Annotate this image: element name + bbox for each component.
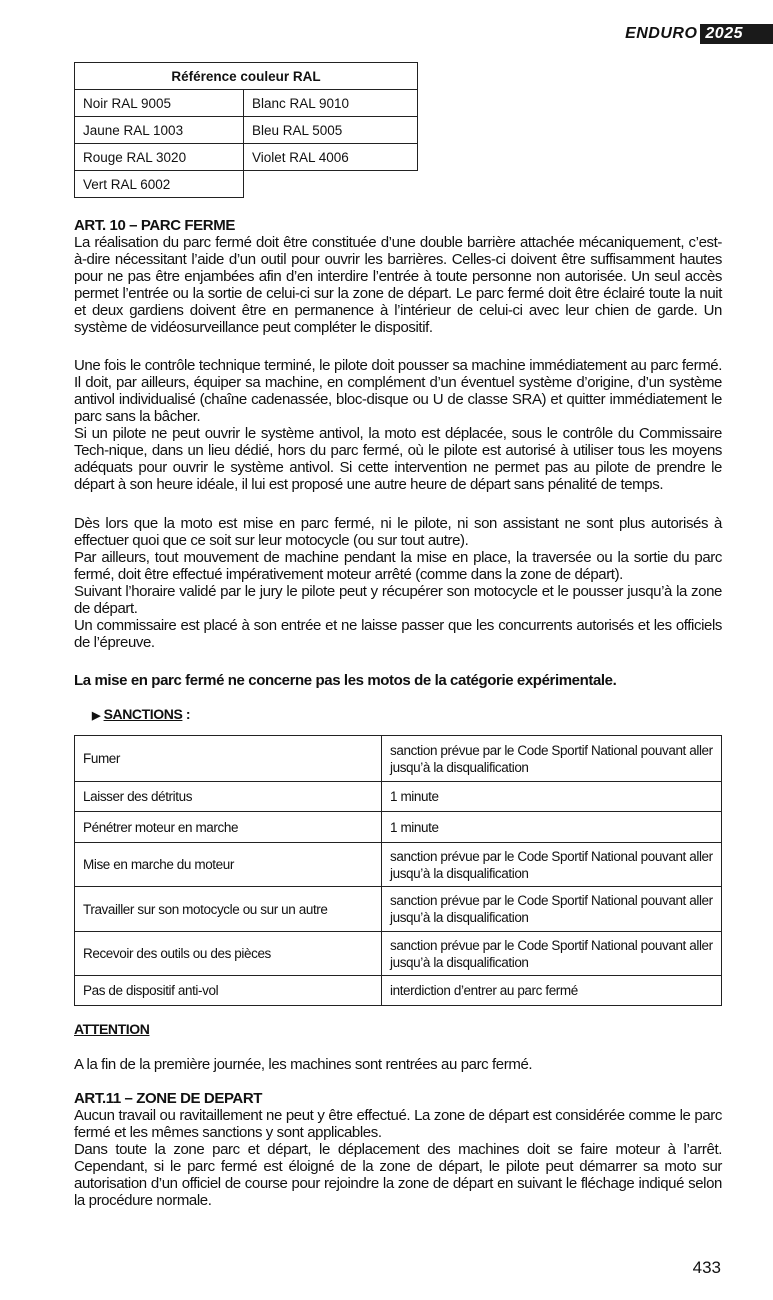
experimental-note: La mise en parc fermé ne concerne pas les motos de la catégorie expérimentale.: [74, 672, 617, 689]
art10-section-3: [74, 515, 722, 651]
brand-logo: [625, 24, 773, 44]
art11-heading: ART.11 – ZONE DE DEPART: [74, 1090, 263, 1107]
sanction-act: Pénétrer moteur en marche: [75, 812, 382, 843]
ral-cell: Blanc RAL 9010: [244, 90, 418, 117]
sanctions-label: SANCTIONS: [103, 706, 183, 722]
ral-cell: Vert RAL 6002: [75, 171, 244, 198]
art10-paragraph: Un commissaire est placé à son entrée et ne laisse passer que les concurrents autorisés et les officiels de l’épreuve.: [74, 617, 722, 651]
sanction-penalty: sanction prévue par le Code Sportif National pouvant aller jusqu’à la disqualification: [382, 736, 722, 782]
sanctions-colon: :: [182, 706, 191, 722]
art10-paragraph: Une fois le contrôle technique terminé, le pilote doit pousser sa machine immédiatement au parc fermé. Il doit, par ailleurs, équiper sa machine, en complément d’un éventuel système d’origine, d’un système antivol individualisé (chaîne cadenassée, bloc-disque ou U de classe SRA) et quitter immédiatement le parc sans la bâcher.: [74, 357, 722, 425]
sanction-act: Travailler sur son motocycle ou sur un autre: [75, 887, 382, 932]
attention-paragraph: A la fin de la première journée, les machines sont rentrées au parc fermé.: [74, 1056, 533, 1073]
art10-paragraph: La réalisation du parc fermé doit être constituée d’une double barrière attachée mécaniquement, c’est-à-dire nécessitant l’aide d’un outil pour ouvrir les barrières. Celles-ci doivent être suffisamment hautes pour ne pas être enjambées afin d’en interdire l’entrée à toute personne non autorisée. Un seul accès permet l’entrée ou la sortie de celui-ci sur la zone de départ. Le parc fermé doit être éclairé toute la nuit et deux gardiens doivent être en permanence à l’intérieur de celui-ci avec leur chien de garde. Un système de vidéosurveillance peut compléter le dispositif.: [74, 234, 722, 336]
sanctions-table: [74, 735, 722, 1006]
art10-paragraph: Dès lors que la moto est mise en parc fermé, ni le pilote, ni son assistant ne sont plus autorisés à effectuer quoi que ce soit sur leur motocycle (ou sur tout autre).: [74, 515, 722, 549]
triangle-bullet-icon: ▶: [92, 710, 101, 722]
sanction-penalty: 1 minute: [382, 812, 722, 843]
sanction-act: Pas de dispositif anti-vol: [75, 976, 382, 1006]
sanction-penalty: sanction prévue par le Code Sportif National pouvant aller jusqu’à la disqualification: [382, 843, 722, 887]
page-number: 433: [692, 1258, 721, 1277]
attention-text: [74, 1056, 722, 1073]
ral-cell: Bleu RAL 5005: [244, 117, 418, 144]
sanctions-heading: [92, 706, 190, 722]
sanction-act: Fumer: [75, 736, 382, 782]
ral-table-title: Référence couleur RAL: [75, 63, 418, 90]
art11-section: [74, 1090, 722, 1209]
ral-cell-empty: [244, 171, 418, 198]
brand-word: ENDURO: [625, 25, 698, 42]
ral-cell: Noir RAL 9005: [75, 90, 244, 117]
brand-year: 2025: [700, 24, 773, 44]
ral-color-table: [74, 62, 418, 198]
sanction-penalty: sanction prévue par le Code Sportif National pouvant aller jusqu’à la disqualification: [382, 887, 722, 932]
ral-cell: Jaune RAL 1003: [75, 117, 244, 144]
sanction-act: Laisser des détritus: [75, 782, 382, 812]
ral-cell: Violet RAL 4006: [244, 144, 418, 171]
sanction-penalty: 1 minute: [382, 782, 722, 812]
sanction-act: Mise en marche du moteur: [75, 843, 382, 887]
sanction-penalty: sanction prévue par le Code Sportif National pouvant aller jusqu’à la disqualification: [382, 932, 722, 976]
art11-paragraph: Dans toute la zone parc et départ, le déplacement des machines doit se faire moteur à l’arrêt. Cependant, si le parc fermé est éloigné de la zone de départ, le pilote peut démarrer sa moto sur autorisation d’un officiel de course pour rejoindre la zone de départ en suivant le fléchage indiqué selon la procédure normale.: [74, 1141, 722, 1209]
sanction-penalty: interdiction d’entrer au parc fermé: [382, 976, 722, 1006]
art10-paragraph: Suivant l’horaire validé par le jury le pilote peut y récupérer son motocycle et le pousser jusqu’à la zone de départ.: [74, 583, 722, 617]
art10-note: [74, 672, 722, 689]
art11-paragraph: Aucun travail ou ravitaillement ne peut y être effectué. La zone de départ est considérée comme le parc fermé et les mêmes sanctions y sont applicables.: [74, 1107, 722, 1141]
ral-cell: Rouge RAL 3020: [75, 144, 244, 171]
art10-section: [74, 217, 722, 336]
attention-heading: ATTENTION: [74, 1021, 150, 1037]
sanction-act: Recevoir des outils ou des pièces: [75, 932, 382, 976]
art10-paragraph: Par ailleurs, tout mouvement de machine pendant la mise en place, la traversée ou la sortie du parc fermé, doit être effectué impérativement moteur arrêté (comme dans la zone de départ).: [74, 549, 722, 583]
art10-heading: ART. 10 – PARC FERME: [74, 217, 235, 234]
art10-paragraph: Si un pilote ne peut ouvrir le système antivol, la moto est déplacée, sous le contrôle du Commissaire Tech-nique, dans un lieu dédié, hors du parc fermé, où le pilote est autorisé à utiliser tous les moyens adéquats pour ouvrir le système antivol. Si cette intervention ne permet pas au pilote de prendre le départ à son heure idéale, il lui est proposé une autre heure de départ sans pénalité de temps.: [74, 425, 722, 493]
art10-section-2: [74, 357, 722, 493]
